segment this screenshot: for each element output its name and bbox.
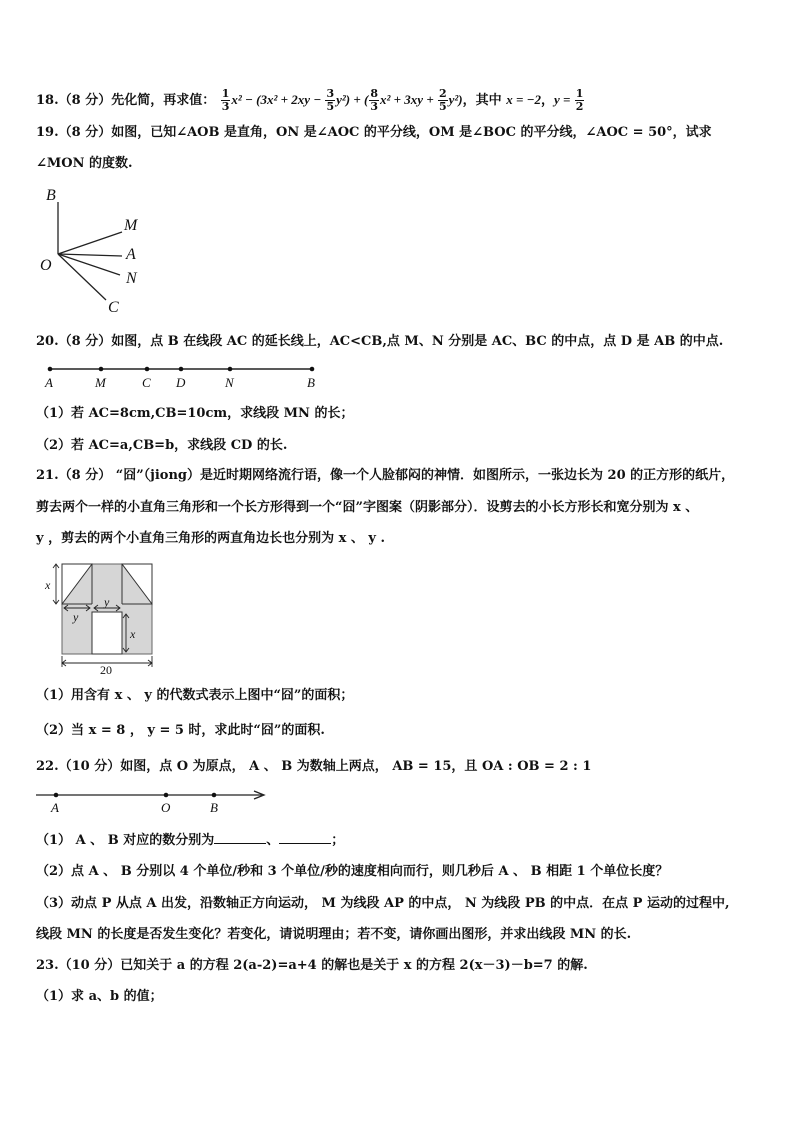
label-c: C: [108, 299, 119, 316]
q18-term-1: x² − (3x² + 2xy −: [231, 92, 325, 107]
label-o: O: [40, 257, 52, 274]
question-21-line-2: 剪去两个一样的小直角三角形和一个长方形得到一个“囧”字图案（阴影部分）．设剪去的小长方形长和宽分别为 x 、: [36, 500, 699, 515]
q21-jiong-figure: [40, 560, 160, 678]
label-m: M: [95, 375, 106, 390]
point-b: [310, 367, 315, 372]
point-a: [48, 367, 53, 372]
answer-blank-b[interactable]: [279, 831, 331, 844]
label-n: N: [126, 270, 137, 287]
label-b: B: [307, 375, 315, 390]
cut-rectangle: [92, 612, 122, 654]
label-n: N: [225, 375, 234, 390]
point-o: [164, 793, 169, 798]
q18-cond: ，其中: [462, 93, 502, 108]
label-d: D: [176, 375, 186, 390]
label-c: C: [142, 375, 151, 390]
q18-term-3: x² + 3xy +: [380, 92, 437, 107]
q18-frac-1: $\frac{1}{3}$: [221, 87, 230, 113]
q18-frac-3: $\frac{8}{3}$: [370, 87, 378, 113]
q22-sub-3-line-1: （3）动点 P 从点 A 出发，沿数轴正方向运动， M 为线段 AP 的中点， N 为线段 PB 的中点．在点 P 运动的过程中,: [36, 896, 730, 911]
question-23: 23.（10 分）已知关于 a 的方程 2(a-2)=a+4 的解也是关于 x 的方程 2(x－3)－b=7 的解.: [36, 958, 588, 973]
q18-sep: ，: [540, 93, 554, 108]
question-19-line-1: 19.（8 分）如图，已知∠AOB 是直角，ON 是∠AOC 的平分线，OM 是∠BOC 的平分线，∠AOC = 50°，试求: [36, 125, 712, 140]
q23-sub-1: （1）求 a、b 的值；: [36, 989, 163, 1004]
q20-sub-2: （2）若 AC=a,CB=b，求线段 CD 的长.: [36, 438, 288, 453]
answer-blank-a[interactable]: [214, 831, 266, 844]
label-x-left: x: [45, 578, 51, 592]
q18-y-lhs: y =: [554, 92, 574, 107]
q21-sub-2: （2）当 x = 8 ， y = 5 时，求此时“囧”的面积.: [36, 723, 325, 738]
q18-term-4: y²): [448, 92, 463, 107]
ray-om: [58, 232, 122, 254]
q22-sub-3-line-2: 线段 MN 的长度是否发生变化？若变化，请说明理由；若不变，请你画出图形，并求出线段 MN 的长.: [36, 927, 632, 942]
label-m: M: [124, 217, 138, 234]
q18-x-value: x = −2: [506, 92, 541, 107]
label-b: B: [210, 800, 218, 815]
point-m: [99, 367, 104, 372]
q22-sub-1: （1） A 、 B 对应的数分别为 、 ；: [36, 833, 345, 848]
q18-y-frac: $\frac{1}{2}$: [575, 87, 584, 113]
point-d: [179, 367, 184, 372]
q18-term-2: y²) + (: [336, 92, 369, 107]
ray-oc: [58, 254, 106, 300]
question-21-line-1: 21.（8 分） “囧”（jiong）是近时期网络流行语，像一个人脸郁闷的神情．如图所示，一张边长为 20 的正方形的纸片，: [36, 468, 735, 483]
point-b: [212, 793, 217, 798]
label-a: A: [51, 800, 59, 815]
q18-frac-4: $\frac{2}{5}$: [438, 87, 447, 113]
label-o: O: [161, 800, 171, 815]
label-y-left: y: [73, 610, 79, 624]
ray-on: [58, 254, 120, 275]
ray-oa: [58, 254, 122, 256]
label-b: B: [46, 187, 56, 204]
q18-head: 18.（8 分）先化简，再求值：: [36, 93, 216, 108]
q20-sub-1: （1）若 AC=8cm,CB=10cm，求线段 MN 的长；: [36, 406, 354, 421]
label-20: 20: [100, 663, 112, 677]
q22-number-line: [36, 786, 276, 816]
point-a: [54, 793, 59, 798]
point-n: [228, 367, 233, 372]
label-x-mid: x: [130, 627, 136, 641]
q18-frac-2: $\frac{3}{5}$: [326, 87, 335, 113]
q20-segment-figure: [36, 362, 336, 392]
q19-angle-figure: [36, 182, 176, 318]
question-20: 20.（8 分）如图，点 B 在线段 AC 的延长线上，AC<CB,点 M、N 分别是 AC、BC 的中点，点 D 是 AB 的中点.: [36, 334, 724, 349]
question-22: 22.（10 分）如图，点 O 为原点， A 、 B 为数轴上两点， AB = 15，且 OA : OB = 2 : 1: [36, 759, 592, 774]
label-a: A: [126, 246, 136, 263]
label-a: A: [45, 375, 53, 390]
label-y-mid: y: [104, 595, 110, 609]
question-19-line-2: ∠MON 的度数.: [36, 156, 133, 171]
question-18: [36, 88, 585, 113]
question-21-line-3: y ，剪去的两个小直角三角形的两直角边长也分别为 x 、 y .: [36, 531, 386, 546]
q22-sub-2: （2）点 A 、 B 分别以 4 个单位/秒和 3 个单位/秒的速度相向而行，则几秒后 A 、 B 相距 1 个单位长度？: [36, 864, 669, 879]
point-c: [145, 367, 150, 372]
q21-sub-1: （1）用含有 x 、 y 的代数式表示上图中“囧”的面积；: [36, 688, 354, 703]
